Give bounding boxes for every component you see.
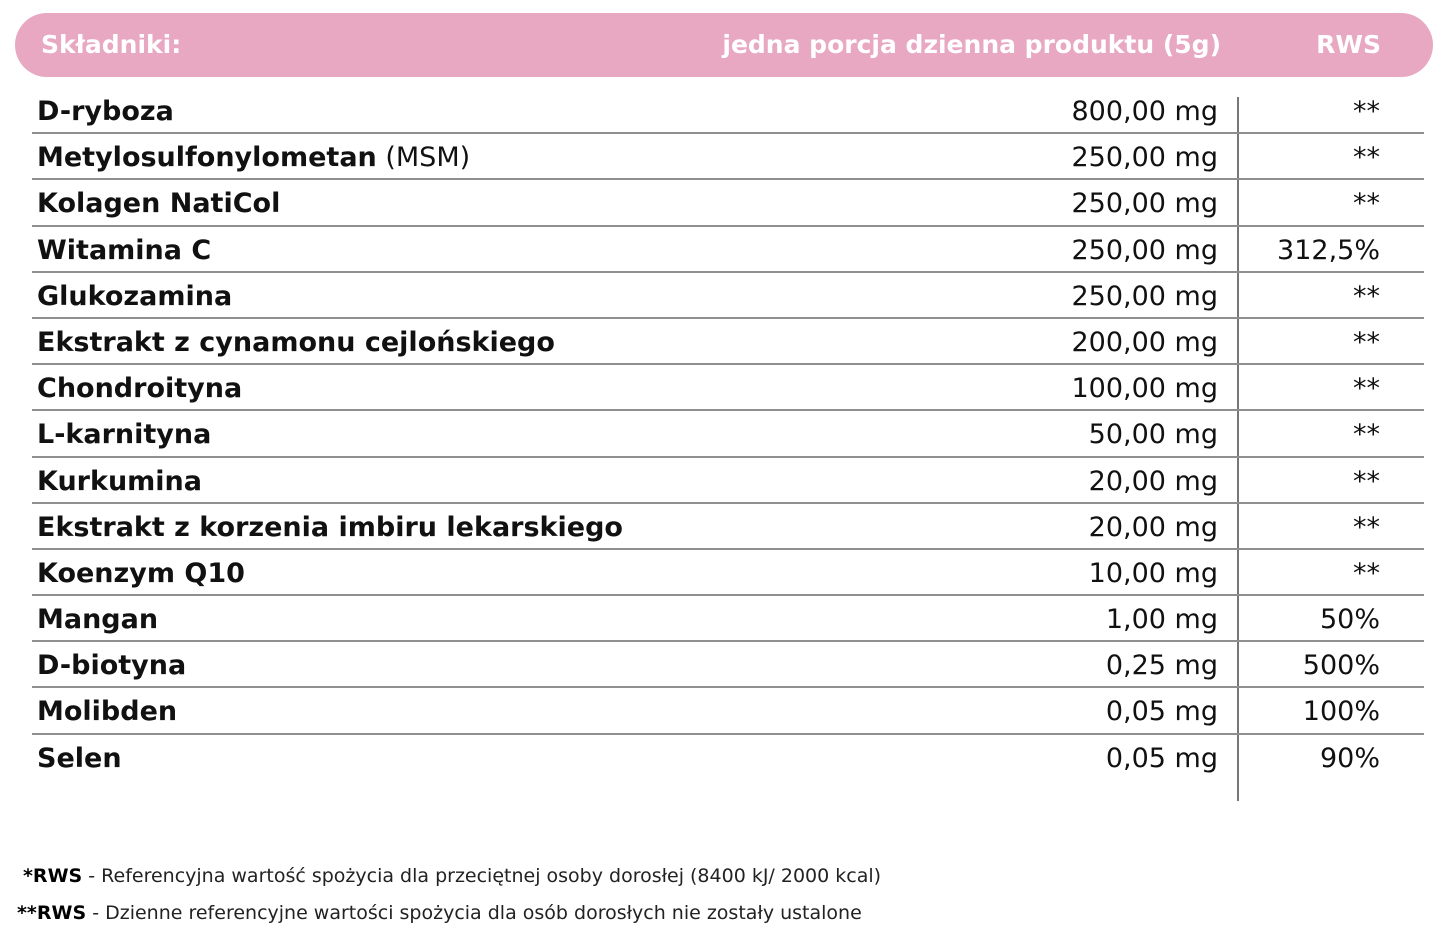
table-row: [32, 735, 1424, 781]
ingredient-name: [37, 96, 174, 128]
ingredient-dose: 20,00 mg: [1088, 465, 1218, 497]
table-row: [32, 365, 1424, 411]
table-row: [32, 550, 1424, 596]
ingredient-name: [37, 466, 202, 498]
table-row: [32, 227, 1424, 273]
table-row: [32, 88, 1424, 134]
ingredient-dose: 250,00 mg: [1071, 280, 1218, 312]
rws-header: RWS: [1316, 30, 1381, 59]
daily-dose-header: jedna porcja dzienna produktu (5g): [722, 30, 1221, 59]
ingredient-name-text: Molibden: [37, 696, 178, 728]
ingredient-name-text: Chondroityna: [37, 373, 243, 405]
ingredient-rws: **: [1353, 326, 1380, 358]
ingredient-rws: **: [1353, 280, 1380, 312]
ingredient-name-text: D-biotyna: [37, 650, 187, 682]
ingredient-dose: 50,00 mg: [1088, 419, 1218, 451]
ingredient-name-text: Selen: [37, 742, 122, 774]
table-row: [32, 180, 1424, 226]
ingredient-name: [37, 696, 177, 728]
ingredient-rws: **: [1353, 188, 1380, 220]
ingredient-rws: **: [1353, 465, 1380, 497]
ingredient-dose: 0,05 mg: [1105, 696, 1218, 728]
ingredient-rws: **: [1353, 557, 1380, 589]
ingredient-name: [37, 743, 122, 775]
ingredient-name: [37, 327, 555, 359]
ingredient-name: [37, 604, 158, 636]
ingredient-rws: **: [1353, 142, 1380, 174]
ingredient-name-text: Mangan: [37, 604, 159, 636]
ingredient-rws: **: [1353, 419, 1380, 451]
ingredient-name-text: Metylosulfonylometan: [37, 142, 377, 174]
table-header: [15, 13, 1433, 77]
ingredient-name: [37, 373, 242, 405]
table-row: [32, 504, 1424, 550]
ingredient-dose: 800,00 mg: [1071, 96, 1218, 127]
ingredient-rws: 90%: [1319, 742, 1380, 774]
table-row: [32, 134, 1424, 180]
ingredient-rws: **: [1353, 96, 1380, 127]
ingredient-name: [37, 281, 232, 313]
ingredient-dose: 0,25 mg: [1105, 650, 1218, 682]
ingredient-name-text: Ekstrakt z korzenia imbiru lekarskiego: [37, 511, 623, 543]
ingredient-name: [37, 235, 211, 267]
ingredient-name-suffix: (MSM): [376, 142, 471, 174]
ingredient-name-text: Witamina C: [37, 234, 212, 266]
ingredient-name-text: Kurkumina: [37, 465, 202, 497]
ingredient-name: [37, 142, 470, 174]
ingredient-dose: 0,05 mg: [1105, 742, 1218, 774]
ingredient-dose: 250,00 mg: [1071, 234, 1218, 266]
ingredients-header: Składniki:: [41, 30, 182, 59]
ingredient-dose: 100,00 mg: [1071, 373, 1218, 405]
ingredient-name: [37, 188, 280, 220]
footnote-rws-text: - Referencyjna wartość spożycia dla przeciętnej osoby dorosłej (8400 kJ/ 2000 kcal): [82, 865, 882, 887]
ingredient-rws: 50%: [1319, 604, 1380, 636]
ingredient-rws: 100%: [1302, 696, 1380, 728]
footnote-rws-not-set-text: - Dzienne referencyjne wartości spożycia dla osób dorosłych nie zostały ustalone: [86, 902, 862, 924]
footnote-rws-mark: *RWS: [23, 865, 83, 887]
table-row: [32, 596, 1424, 642]
table-row: [32, 273, 1424, 319]
ingredient-name: [37, 512, 623, 544]
ingredient-name-text: D-ryboza: [37, 96, 174, 127]
ingredient-name: [37, 650, 186, 682]
table-row: [32, 319, 1424, 365]
ingredient-name-text: Ekstrakt z cynamonu cejlońskiego: [37, 326, 555, 358]
footnote-rws-not-set: [17, 901, 862, 925]
table-row: [32, 642, 1424, 688]
ingredients-table: [32, 88, 1424, 781]
table-row: [32, 458, 1424, 504]
ingredient-name-text: Glukozamina: [37, 280, 233, 312]
table-row: [32, 688, 1424, 734]
ingredient-rws: **: [1353, 511, 1380, 543]
ingredient-dose: 20,00 mg: [1088, 511, 1218, 543]
ingredient-dose: 200,00 mg: [1071, 326, 1218, 358]
ingredient-name-text: Kolagen NatiCol: [37, 188, 281, 220]
ingredient-dose: 10,00 mg: [1088, 557, 1218, 589]
ingredient-dose: 1,00 mg: [1105, 604, 1218, 636]
ingredient-name-text: Koenzym Q10: [37, 557, 245, 589]
ingredient-name-text: L-karnityna: [37, 419, 212, 451]
ingredient-name: [37, 558, 245, 590]
ingredient-rws: 312,5%: [1277, 234, 1380, 266]
table-row: [32, 411, 1424, 457]
ingredient-dose: 250,00 mg: [1071, 188, 1218, 220]
ingredient-rws: 500%: [1302, 650, 1380, 682]
footnote-rws: [23, 864, 881, 888]
ingredient-name: [37, 419, 211, 451]
footnote-rws-not-set-mark: **RWS: [17, 902, 87, 924]
ingredient-rws: **: [1353, 373, 1380, 405]
ingredient-dose: 250,00 mg: [1071, 142, 1218, 174]
